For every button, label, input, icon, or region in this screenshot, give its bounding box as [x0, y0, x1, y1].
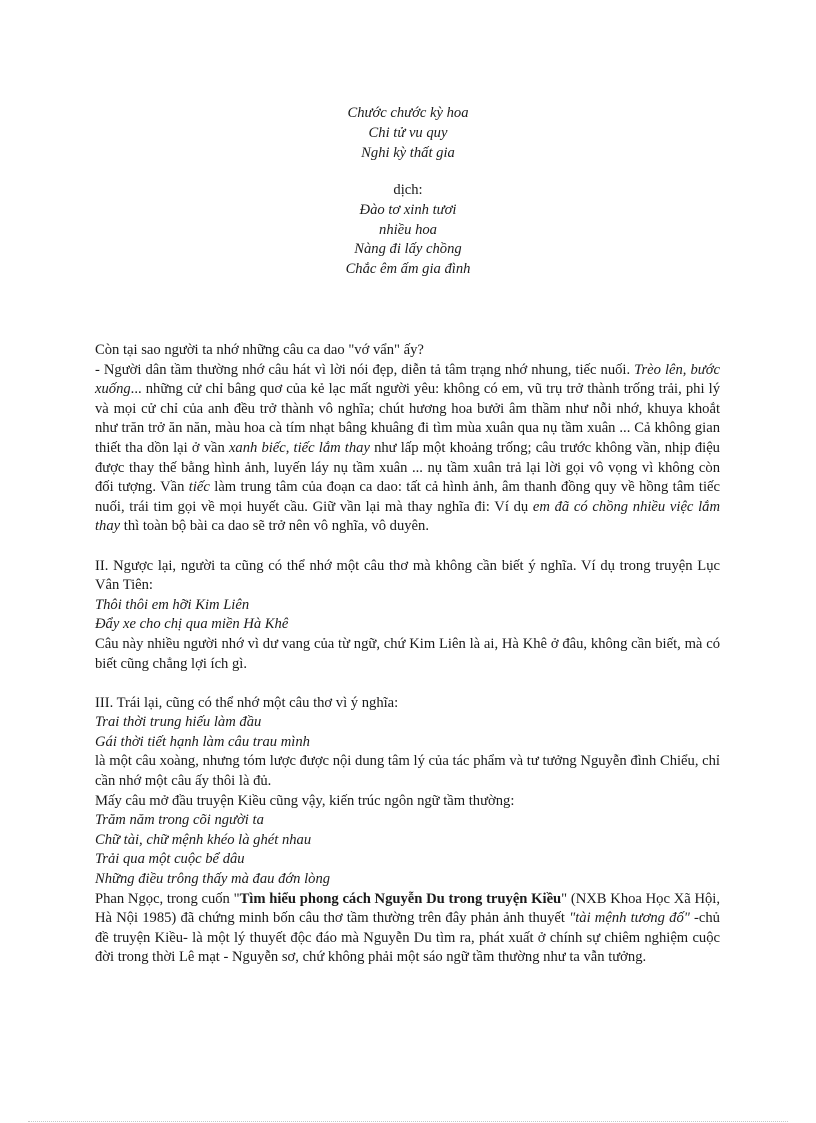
italic-run: xanh biếc, tiếc lắm thay: [228, 439, 370, 456]
section-numeral: II.: [95, 557, 109, 574]
paragraph-gap: [95, 537, 720, 557]
section-numeral: III.: [95, 694, 114, 711]
kieu-intro: Mấy câu mở đầu truyện Kiều cũng vậy, kiến trúc ngôn ngữ tầm thường:: [95, 792, 515, 809]
italic-run: Trèo lên, bước xuống: [95, 361, 720, 398]
text-run: Phan Ngọc, trong cuốn ": [95, 890, 240, 907]
verse-line: Đẩy xe cho chị qua miền Hà Khê: [95, 616, 289, 633]
text-run: Ngược lại, người ta cũng có thể nhớ một câu thơ mà không cần biết ý nghĩa. Ví dụ trong truyện Lục Vân Tiên:: [95, 557, 720, 594]
text-run: -chủ đề truyện Kiều- là một lý thuyết độc đáo mà Nguyễn Du tìm ra, phát xuất ở chính sự chiêm nghiệm cuộc đời trong thời Lê mạt - Nguyễn sơ, chứ không phải một sáo ngữ tầm thường như ta vẫn tưởng.: [95, 910, 720, 966]
italic-run: "tài mệnh tương đố": [569, 910, 690, 927]
poem-line: Chước chước kỳ hoa: [347, 105, 469, 121]
verse-line: Thôi thôi em hỡi Kim Liên: [95, 596, 250, 613]
poem-line: Chi tử vu quy: [368, 124, 448, 141]
page-bottom-divider: [28, 1121, 788, 1122]
poem-line: Chắc êm ấm gia đình: [345, 261, 471, 278]
book-title: Tìm hiểu phong cách Nguyễn Du trong truyện Kiều: [239, 890, 562, 907]
section-two-comment: Câu này nhiều người nhớ vì dư vang của từ ngữ, chứ Kim Liên là ai, Hà Khê ở đâu, không cần biết, mà có biết cũng chẳng lợi ích gì.: [95, 635, 720, 672]
intro-paragraph: [95, 361, 720, 537]
intro-question: Còn tại sao người ta nhớ những câu ca dao "vớ vẩn" ấy?: [95, 342, 424, 358]
verse-line: Trăm năm trong cõi người ta: [95, 812, 264, 829]
poem-line: Nàng đi lấy chồng: [354, 241, 462, 258]
verse-line: Trai thời trung hiếu làm đầu: [95, 714, 262, 731]
verse-line: Chữ tài, chữ mệnh khéo là ghét nhau: [95, 831, 312, 848]
section-three-comment: là một câu xoàng, nhưng tóm lược được nội dung tâm lý của tác phẩm và tư tưởng Nguyễn đình Chiểu, chỉ cần nhớ một câu ấy thôi là đủ.: [95, 753, 720, 790]
text-run: như lấp một khoảng trống; câu trước không vần, nhịp điệu được thay thế bằng hình ảnh, luyến láy nụ tầm xuân ... nụ tầm xuân trả lại lời gọi vô vọng vì không còn đối tượng. Vần: [95, 439, 720, 496]
poem-line: nhiều hoa: [379, 221, 437, 238]
section-two-heading: [95, 557, 720, 596]
translation-label: dịch:: [393, 182, 423, 198]
text-run: - Người dân tầm thường nhớ câu hát vì lời nói đẹp, diễn tả tâm trạng nhớ nhung, tiếc nuối.: [95, 361, 635, 378]
poem-line: Đào tơ xinh tươi: [359, 201, 457, 218]
text-run: thì toàn bộ bài ca dao sẽ trở nên vô nghĩa, vô duyên.: [120, 518, 429, 535]
original-poem: [0, 104, 816, 163]
verse-line: Trải qua một cuộc bể dâu: [95, 851, 245, 868]
translated-poem: [0, 181, 816, 280]
closing-paragraph: [95, 890, 720, 968]
document-body: [95, 341, 720, 968]
italic-run: em đã có chồng nhiều việc lắm thay: [95, 498, 720, 535]
poem-line: Nghi kỳ thất gia: [361, 144, 455, 161]
text-run: Trái lại, cũng có thể nhớ một câu thơ vì ý nghĩa:: [113, 694, 399, 711]
paragraph-gap: [95, 674, 720, 694]
italic-run: tiếc: [188, 479, 210, 496]
section-three-heading: [95, 694, 720, 714]
text-run: ... những cử chỉ bâng quơ của kẻ lạc mất người yêu: không có em, vũ trụ trở thành trống trải, phi lý và mọi cử chỉ của anh đều trở thành vô nghĩa; chút hương hoa bưởi âm thầm như nỗi nhớ, khuya khoắt như trăn trở ăn năn, màu hoa cà tím nhạt bâng khuâng đi tìm mùa xuân qua nụ tầm xuân ... Cả không gian thiết tha dồn lại ở vần: [95, 381, 720, 456]
text-run: " (NXB Khoa Học Xã Hội, Hà Nội 1985) đã chứng minh bốn câu thơ tầm thường trên đây phản ảnh thuyết: [95, 890, 721, 927]
verse-line: Những điều trông thấy mà đau đớn lòng: [95, 871, 331, 888]
verse-line: Gái thời tiết hạnh làm câu trau mình: [95, 733, 310, 750]
text-run: làm trung tâm của đoạn ca dao: tất cả hình ảnh, âm thanh đồng quy về hồng tâm tiếc nuối, trái tim gọi về mọi huyết cầu. Giữ vần lại mà thay nghĩa đi: Ví dụ: [95, 479, 720, 515]
